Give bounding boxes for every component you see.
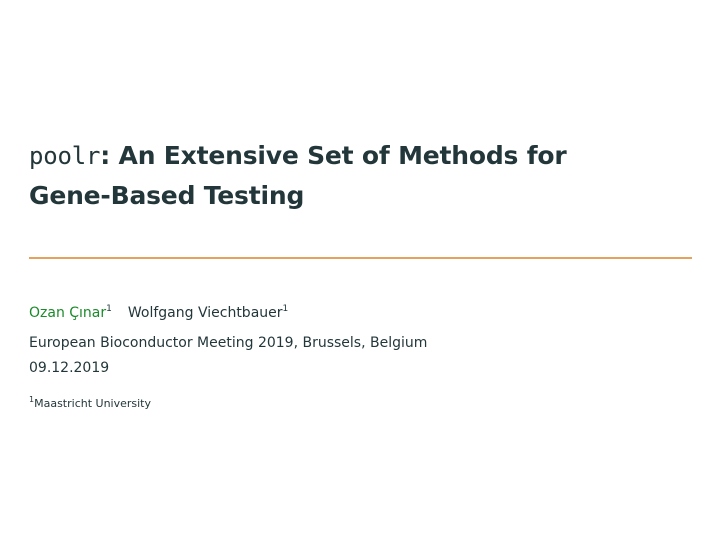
affiliation-note: [29, 397, 151, 410]
slide-title: [29, 136, 689, 216]
author-name: Wolfgang Viechtbauer: [127, 305, 283, 321]
package-name: poolr: [29, 142, 101, 170]
affiliation-superscript: 1: [106, 304, 112, 314]
presentation-date: 09.12.2019: [29, 360, 110, 376]
affiliation-superscript: 1: [29, 395, 35, 404]
author-name: Ozan Çınar: [29, 305, 107, 321]
author-presenter: [29, 305, 112, 321]
title-line-1-text: : An Extensive Set of Methods for: [100, 141, 567, 170]
author-list: [29, 305, 288, 321]
title-line-2: Gene-Based Testing: [29, 181, 305, 210]
title-line-1: [29, 136, 689, 176]
author-coauthor: [128, 305, 288, 321]
affiliation-name: Maastricht University: [34, 397, 152, 410]
event-name: European Bioconductor Meeting 2019, Brussels, Belgium: [29, 335, 428, 351]
title-divider: [29, 257, 692, 259]
affiliation-superscript: 1: [282, 304, 289, 314]
